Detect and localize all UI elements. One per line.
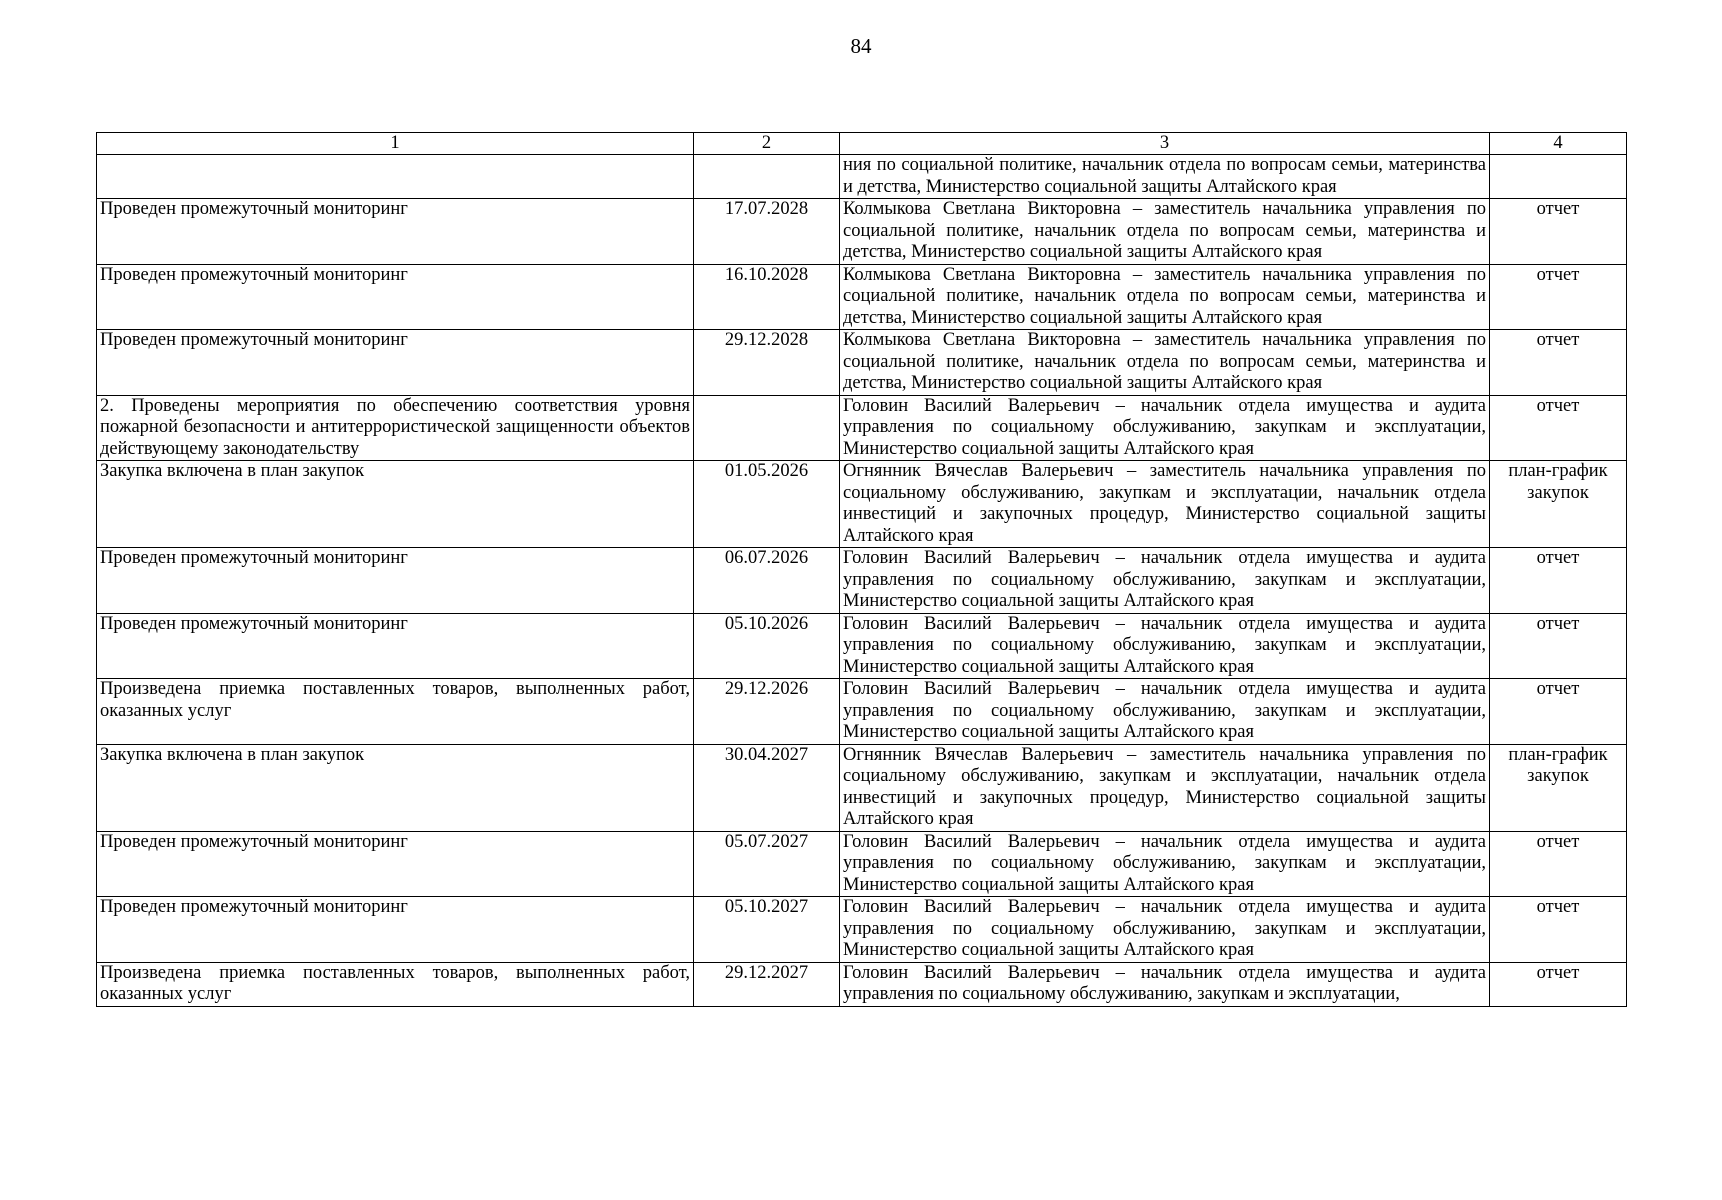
responsible-cell: Колмыкова Светлана Викторовна – заместитель начальника управления по социальной политике, начальник отдела по вопросам семьи, материнства и детства, Министерство социальной защиты Алтайского края xyxy=(840,330,1490,396)
column-number-1: 1 xyxy=(97,133,694,155)
result-cell: отчет xyxy=(1490,831,1627,897)
responsible-cell: Колмыкова Светлана Викторовна – заместитель начальника управления по социальной политике, начальник отдела по вопросам семьи, материнства и детства, Министерство социальной защиты Алтайского края xyxy=(840,199,1490,265)
table-row xyxy=(97,744,1627,831)
table-row xyxy=(97,199,1627,265)
column-number-3: 3 xyxy=(840,133,1490,155)
table-row xyxy=(97,613,1627,679)
date-cell: 29.12.2026 xyxy=(694,679,840,745)
date-cell: 29.12.2027 xyxy=(694,962,840,1006)
plan-table xyxy=(96,132,1627,1007)
responsible-cell: Головин Василий Валерьевич – начальник отдела имущества и аудита управления по социальному обслуживанию, закупкам и эксплуатации, Министерство социальной защиты Алтайского края xyxy=(840,613,1490,679)
responsible-cell: Головин Василий Валерьевич – начальник отдела имущества и аудита управления по социальному обслуживанию, закупкам и эксплуатации, Министерство социальной защиты Алтайского края xyxy=(840,831,1490,897)
date-cell: 05.10.2027 xyxy=(694,897,840,963)
table-row xyxy=(97,962,1627,1006)
date-cell: 01.05.2026 xyxy=(694,461,840,548)
responsible-cell: ния по социальной политике, начальник отдела по вопросам семьи, материнства и детства, Министерство социальной защиты Алтайского края xyxy=(840,155,1490,199)
responsible-cell: Колмыкова Светлана Викторовна – заместитель начальника управления по социальной политике, начальник отдела по вопросам семьи, материнства и детства, Министерство социальной защиты Алтайского края xyxy=(840,264,1490,330)
event-cell: Проведен промежуточный мониторинг xyxy=(97,199,694,265)
table-row xyxy=(97,679,1627,745)
responsible-cell: Головин Василий Валерьевич – начальник отдела имущества и аудита управления по социальному обслуживанию, закупкам и эксплуатации, Министерство социальной защиты Алтайского края xyxy=(840,395,1490,461)
date-cell: 06.07.2026 xyxy=(694,548,840,614)
result-cell: отчет xyxy=(1490,199,1627,265)
event-cell: Произведена приемка поставленных товаров, выполненных работ, оказанных услуг xyxy=(97,962,694,1006)
event-cell: Проведен промежуточный мониторинг xyxy=(97,831,694,897)
table-row xyxy=(97,461,1627,548)
date-cell xyxy=(694,395,840,461)
result-cell: отчет xyxy=(1490,962,1627,1006)
event-cell: Закупка включена в план закупок xyxy=(97,744,694,831)
responsible-cell: Головин Василий Валерьевич – начальник отдела имущества и аудита управления по социальному обслуживанию, закупкам и эксплуатации, Министерство социальной защиты Алтайского края xyxy=(840,679,1490,745)
date-cell: 29.12.2028 xyxy=(694,330,840,396)
responsible-cell: Головин Василий Валерьевич – начальник отдела имущества и аудита управления по социальному обслуживанию, закупкам и эксплуатации, Министерство социальной защиты Алтайского края xyxy=(840,897,1490,963)
date-cell: 17.07.2028 xyxy=(694,199,840,265)
date-cell: 05.07.2027 xyxy=(694,831,840,897)
responsible-cell: Огнянник Вячеслав Валерьевич – заместитель начальника управления по социальному обслуживанию, закупкам и эксплуатации, начальник отдела инвестиций и закупочных процедур, Министерство социальной защиты Алтайского края xyxy=(840,461,1490,548)
result-cell: отчет xyxy=(1490,679,1627,745)
column-number-4: 4 xyxy=(1490,133,1627,155)
responsible-cell: Головин Василий Валерьевич – начальник отдела имущества и аудита управления по социальному обслуживанию, закупкам и эксплуатации, xyxy=(840,962,1490,1006)
event-cell: Проведен промежуточный мониторинг xyxy=(97,264,694,330)
result-cell: отчет xyxy=(1490,330,1627,396)
result-cell: отчет xyxy=(1490,264,1627,330)
event-cell: Произведена приемка поставленных товаров, выполненных работ, оказанных услуг xyxy=(97,679,694,745)
table-row xyxy=(97,330,1627,396)
table-row xyxy=(97,831,1627,897)
result-cell xyxy=(1490,155,1627,199)
event-cell: Проведен промежуточный мониторинг xyxy=(97,330,694,396)
result-cell: план-график закупок xyxy=(1490,744,1627,831)
event-cell: 2. Проведены мероприятия по обеспечению соответствия уровня пожарной безопасности и антитеррористической защищенности объектов действующему законодательству xyxy=(97,395,694,461)
responsible-cell: Головин Василий Валерьевич – начальник отдела имущества и аудита управления по социальному обслуживанию, закупкам и эксплуатации, Министерство социальной защиты Алтайского края xyxy=(840,548,1490,614)
event-cell: Проведен промежуточный мониторинг xyxy=(97,613,694,679)
result-cell: отчет xyxy=(1490,548,1627,614)
table-row xyxy=(97,155,1627,199)
table-row xyxy=(97,548,1627,614)
table-row xyxy=(97,395,1627,461)
table-row xyxy=(97,897,1627,963)
event-cell: Проведен промежуточный мониторинг xyxy=(97,548,694,614)
event-cell: Закупка включена в план закупок xyxy=(97,461,694,548)
page-number: 84 xyxy=(850,34,872,58)
result-cell: отчет xyxy=(1490,897,1627,963)
event-cell xyxy=(97,155,694,199)
table-header-row xyxy=(97,133,1627,155)
column-number-2: 2 xyxy=(694,133,840,155)
date-cell xyxy=(694,155,840,199)
date-cell: 16.10.2028 xyxy=(694,264,840,330)
result-cell: отчет xyxy=(1490,613,1627,679)
result-cell: отчет xyxy=(1490,395,1627,461)
date-cell: 30.04.2027 xyxy=(694,744,840,831)
responsible-cell: Огнянник Вячеслав Валерьевич – заместитель начальника управления по социальному обслуживанию, закупкам и эксплуатации, начальник отдела инвестиций и закупочных процедур, Министерство социальной защиты Алтайского края xyxy=(840,744,1490,831)
date-cell: 05.10.2026 xyxy=(694,613,840,679)
event-cell: Проведен промежуточный мониторинг xyxy=(97,897,694,963)
table-row xyxy=(97,264,1627,330)
result-cell: план-график закупок xyxy=(1490,461,1627,548)
